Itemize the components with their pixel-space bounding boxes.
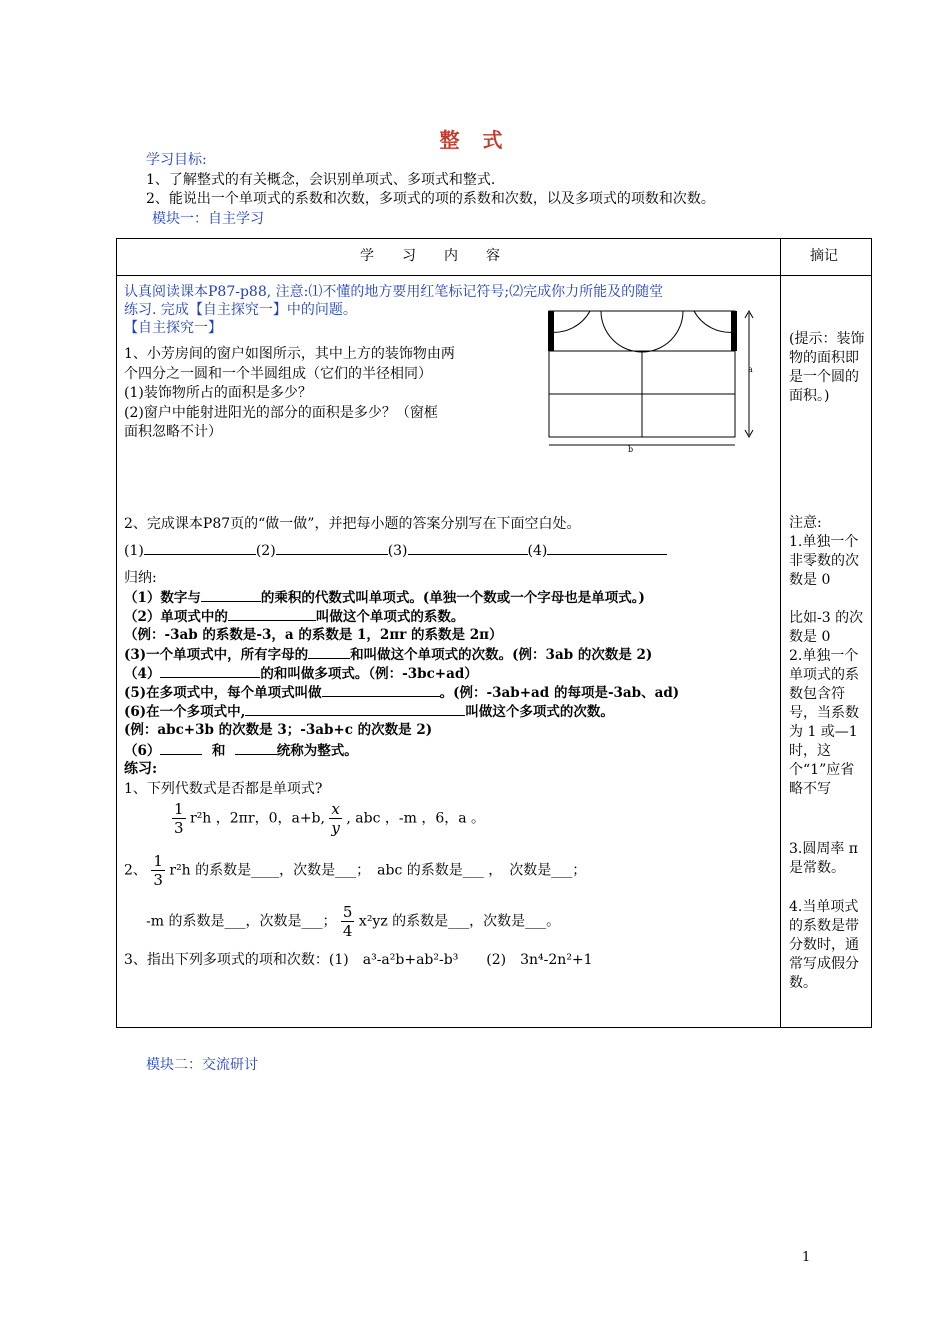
summary-7-a: （6） <box>124 743 161 759</box>
summary-1 <box>124 587 645 608</box>
fraction-denominator: 4 <box>342 922 353 940</box>
summary-4-a: （4） <box>124 666 161 682</box>
fraction-one-third <box>172 800 186 837</box>
q2-blank-1[interactable] <box>144 540 256 555</box>
note-1: 1.单独一个非零数的次数是 0 <box>789 534 859 588</box>
practice-1: 1、下列代数式是否都是单项式? <box>124 781 323 797</box>
note-3: 3.圆周率 π 是常数。 <box>789 841 859 876</box>
summary-7-c: 统称为整式。 <box>276 743 358 759</box>
summary-5-blank[interactable] <box>322 682 440 697</box>
summary-1-a: （1）数字与 <box>124 590 201 606</box>
note-2: 2.单独一个单项式的系数包含符号，当系数为 1 或—1 时，这个“1”应省略不写 <box>789 648 859 797</box>
q2-blank-3-label: (3) <box>387 543 408 559</box>
practice-2b <box>146 903 560 940</box>
summary-4-b: 的和叫做多项式。（例：-3bc+ad） <box>260 666 478 682</box>
label-b: b <box>628 445 634 454</box>
summary-6-b: 叫做这个多项式的次数。 <box>465 704 614 720</box>
q1-line-4: (2)窗户中能射进阳光的部分的面积是多少？（窗框 <box>124 405 438 421</box>
q2-line-1: 2、完成课本P87页的“做一做”，并把每小题的答案分别写在下面空白处。 <box>124 516 581 532</box>
summary-7-blank-2[interactable] <box>235 740 277 755</box>
fraction-numerator: 1 <box>153 852 163 870</box>
q2-blank-2-label: (2) <box>255 543 276 559</box>
summary-3-blank[interactable] <box>308 644 350 659</box>
summary-5 <box>124 682 679 703</box>
q2-blank-3[interactable] <box>408 540 528 555</box>
q2-blank-4[interactable] <box>547 540 667 555</box>
q2-blank-4-label: (4) <box>527 543 548 559</box>
summary-6 <box>124 701 614 722</box>
summary-2-b: 叫做这个单项式的系数。 <box>315 609 465 625</box>
summary-7 <box>124 740 358 761</box>
note-1b: 比如-3 的次数是 0 <box>789 610 864 645</box>
practice-2 <box>124 852 586 889</box>
practice-2b-lead: -m 的系数是___，次数是___； <box>146 913 337 930</box>
q1-line-1: 1、小芳房间的窗户如图所示，其中上方的装饰物由两 <box>124 346 455 362</box>
practice-2-lead: 2、 <box>124 862 147 879</box>
fraction-numerator: 1 <box>174 800 184 818</box>
fraction-denominator: 3 <box>174 819 184 837</box>
header-notes: 摘记 <box>810 248 838 264</box>
q2-blank-1-label: (1) <box>124 543 144 559</box>
summary-1-blank[interactable] <box>201 587 261 602</box>
summary-2-blank[interactable] <box>228 606 316 621</box>
practice-1-rest-1: r²h ，2πr，0，a+b, <box>190 810 325 827</box>
fraction-x-over-y <box>329 800 341 837</box>
q2-blanks <box>124 540 667 561</box>
summary-7-blank-1[interactable] <box>160 740 202 755</box>
notes-heading: 注意: <box>789 515 822 531</box>
summary-5-a: (5)在多项式中，每个单项式叫做 <box>124 685 322 701</box>
reading-line-1: 认真阅读课本P87-p88, 注意:⑴不懂的地方要用红笔标记符号;⑵完成你力所能及的随堂 <box>124 284 664 300</box>
fraction-denominator: y <box>331 819 340 837</box>
objectives-heading: 学习目标: <box>146 152 207 168</box>
practice-3: 3、指出下列多项式的项和次数：(1) a³-a²b+ab²-b³ (2) 3n⁴-2n²+1 <box>124 952 593 968</box>
fraction-one-third-2 <box>151 852 165 889</box>
summary-4 <box>124 663 478 684</box>
q1-line-5: 面积忽略不计） <box>124 424 222 440</box>
practice-1-rest-2: , abc ，-m ，6，a 。 <box>346 810 486 827</box>
q1-line-2: 个四分之一圆和一个半圆组成（它们的半径相同） <box>124 366 432 382</box>
summary-3 <box>124 644 652 665</box>
summary-7-b: 和 <box>211 743 226 759</box>
fraction-denominator: 3 <box>153 871 163 889</box>
summary-2-example: （例：-3ab 的系数是-3，a 的系数是 1，2πr 的系数是 2π） <box>124 627 503 643</box>
summary-1-b: 的乘积的代数式叫单项式。(单独一个数或一个字母也是单项式。) <box>260 590 645 606</box>
explore-heading: 【自主探究一】 <box>124 320 222 336</box>
summary-4-blank[interactable] <box>160 663 260 678</box>
practice-heading: 练习: <box>124 761 158 777</box>
summary-2-a: （2）单项式中的 <box>124 609 228 625</box>
module-2-heading: 模块二：交流研讨 <box>146 1057 258 1073</box>
header-divider <box>117 275 871 276</box>
fraction-numerator: x <box>329 800 341 819</box>
summary-5-b: 。(例：-3ab+ad 的每项是-3ab、ad) <box>439 685 680 701</box>
column-divider <box>780 239 781 1027</box>
objective-2: 2、能说出一个单项式的系数和次数，多项式的项的系数和次数，以及多项式的项数和次数。 <box>146 191 715 207</box>
practice-2b-rest: x²yz 的系数是___，次数是___。 <box>358 913 561 930</box>
objective-1: 1、了解整式的有关概念，会识别单项式、多项式和整式. <box>146 172 496 188</box>
page-title: 整 式 <box>439 128 511 152</box>
q2-blank-2[interactable] <box>276 540 388 555</box>
summary-6-a: (6)在一个多项式中, <box>124 704 246 720</box>
practice-2-rest: r²h 的系数是____，次数是___； abc 的系数是___ ， 次数是___； <box>169 862 587 879</box>
window-diagram <box>544 305 766 455</box>
reading-line-2: 练习. 完成【自主探究一】中的问题。 <box>124 302 357 318</box>
summary-3-a: (3)一个单项式中，所有字母的 <box>124 647 309 663</box>
hint-note: (提示：装饰物的面积即是一个圆的面积。) <box>789 331 865 404</box>
summary-2 <box>124 606 464 627</box>
label-a: a <box>748 365 753 374</box>
practice-1-expressions <box>172 800 485 837</box>
summary-6-blank[interactable] <box>245 701 465 716</box>
q1-line-3: (1)装饰物所占的面积是多少？ <box>124 385 312 401</box>
fraction-numerator: 5 <box>342 903 353 921</box>
module-1-heading: 模块一：自主学习 <box>152 211 264 227</box>
summary-heading: 归纳: <box>124 570 157 586</box>
summary-3-b: 和叫做这个单项式的次数。(例：3ab 的次数是 2) <box>350 647 653 663</box>
fraction-five-fourths <box>341 903 355 940</box>
page-number: 1 <box>802 1250 811 1265</box>
header-content: 学 习 内 容 <box>360 248 500 264</box>
note-4: 4.当单项式的系数是带分数时，通常写成假分数。 <box>789 899 859 991</box>
summary-6-example: (例：abc+3b 的次数是 3；-3ab+c 的次数是 2) <box>124 722 433 738</box>
